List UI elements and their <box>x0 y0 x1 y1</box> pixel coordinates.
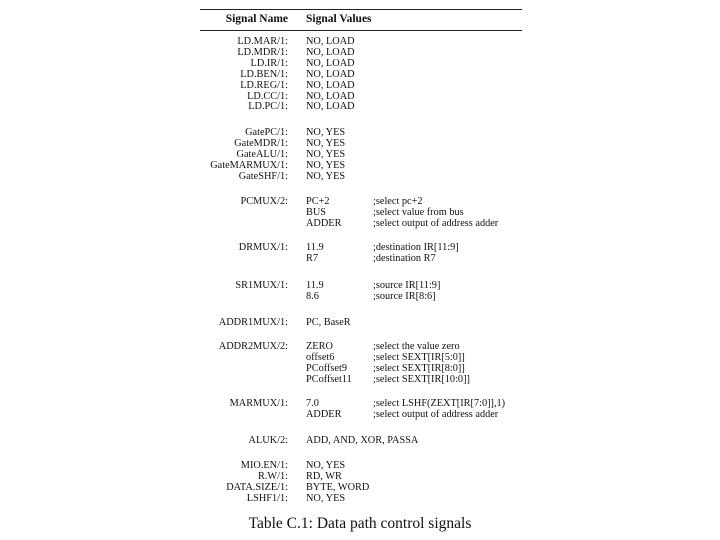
signal-comment: ;select pc+2 <box>373 196 423 207</box>
signal-name: ADDR2MUX/2: <box>218 341 288 352</box>
signal-name: PCMUX/2: <box>240 196 288 207</box>
signal-value: BYTE, WORD <box>306 481 370 493</box>
signal-value: NO, YES <box>306 148 346 160</box>
signal-name: GateALU/1: <box>236 148 288 160</box>
signal-value: ADDER <box>306 217 342 229</box>
signal-value: NO, YES <box>306 492 346 504</box>
signal-name: LD.PC/1: <box>248 101 288 113</box>
signal-value: 11.9 <box>306 242 324 253</box>
signal-comment: ;destination R7 <box>373 252 436 264</box>
signal-value: NO, YES <box>306 460 346 471</box>
signal-name: LD.CC/1: <box>247 90 288 102</box>
signal-value: NO, YES <box>306 159 346 171</box>
signal-name: R.W/1: <box>257 470 288 482</box>
signal-value: NO, YES <box>306 137 346 149</box>
signal-value: PC, BaseR <box>306 317 351 328</box>
signal-comment: ;source IR[11:9] <box>373 280 441 291</box>
signal-value: NO, LOAD <box>306 79 355 91</box>
signal-name: DRMUX/1: <box>238 242 288 253</box>
signal-name: LD.REG/1: <box>240 79 288 91</box>
signal-name: GateMDR/1: <box>234 137 288 149</box>
signal-comment: ;select value from bus <box>373 206 464 218</box>
signal-name: LD.BEN/1: <box>240 68 288 80</box>
signal-value: NO, LOAD <box>306 57 355 69</box>
signal-value: NO, LOAD <box>306 36 355 47</box>
table-header-rule <box>200 30 522 31</box>
signal-comment: ;select SEXT[IR[10:0]] <box>373 373 470 385</box>
signal-value: R7 <box>306 252 319 264</box>
signal-value: ADD, AND, XOR, PASSA <box>306 435 419 446</box>
signal-value: NO, YES <box>306 170 346 182</box>
signal-value: ADDER <box>306 408 342 420</box>
signal-comment: ;select output of address adder <box>373 408 499 420</box>
signal-value: NO, YES <box>306 127 346 138</box>
signal-name: LSHF1/1: <box>246 492 288 504</box>
signal-name: LD.MDR/1: <box>237 46 288 58</box>
signal-comment: ;select SEXT[IR[5:0]] <box>373 351 465 363</box>
signal-value: PCoffset9 <box>306 362 348 374</box>
signal-comment: ;select LSHF(ZEXT[IR[7:0]],1) <box>373 398 506 409</box>
signal-name: SR1MUX/1: <box>235 280 288 291</box>
signal-name: ADDR1MUX/1: <box>218 317 288 328</box>
signal-value: RD, WR <box>306 470 342 482</box>
signal-value: 11.9 <box>306 280 324 291</box>
signal-name: LD.IR/1: <box>250 57 288 69</box>
signal-value: NO, LOAD <box>306 68 355 80</box>
signal-value: NO, LOAD <box>306 101 355 113</box>
signal-value: NO, LOAD <box>306 46 355 58</box>
signal-name: ALUK/2: <box>248 435 288 446</box>
signal-comment: ;destination IR[11:9] <box>373 242 459 253</box>
signal-comment: ;select SEXT[IR[8:0]] <box>373 362 465 374</box>
table-caption: Table C.1: Data path control signals <box>248 515 472 532</box>
signal-value: PC+2 <box>306 196 330 207</box>
signal-name: GateMARMUX/1: <box>210 159 288 171</box>
signal-value: 7.0 <box>306 398 319 409</box>
signal-name: DATA.SIZE/1: <box>226 481 288 493</box>
signal-value: PCoffset11 <box>306 373 352 385</box>
signal-name: MIO.EN/1: <box>240 460 288 471</box>
signal-name: LD.MAR/1: <box>237 36 288 47</box>
signal-comment: ;select the value zero <box>373 341 460 352</box>
signal-name: GateSHF/1: <box>238 170 288 182</box>
signal-value: NO, LOAD <box>306 90 355 102</box>
signal-value: 8.6 <box>306 290 319 302</box>
signal-value: BUS <box>306 206 327 218</box>
signal-comment: ;select output of address adder <box>373 217 499 229</box>
header-signal-name: Signal Name <box>225 13 288 25</box>
signal-value: offset6 <box>306 351 335 363</box>
signal-name: MARMUX/1: <box>229 398 288 409</box>
signal-value: ZERO <box>306 341 333 352</box>
table-top-rule <box>200 9 522 10</box>
signal-comment: ;source IR[8:6] <box>373 290 436 302</box>
signal-name: GatePC/1: <box>245 127 288 138</box>
header-signal-values: Signal Values <box>306 13 372 25</box>
